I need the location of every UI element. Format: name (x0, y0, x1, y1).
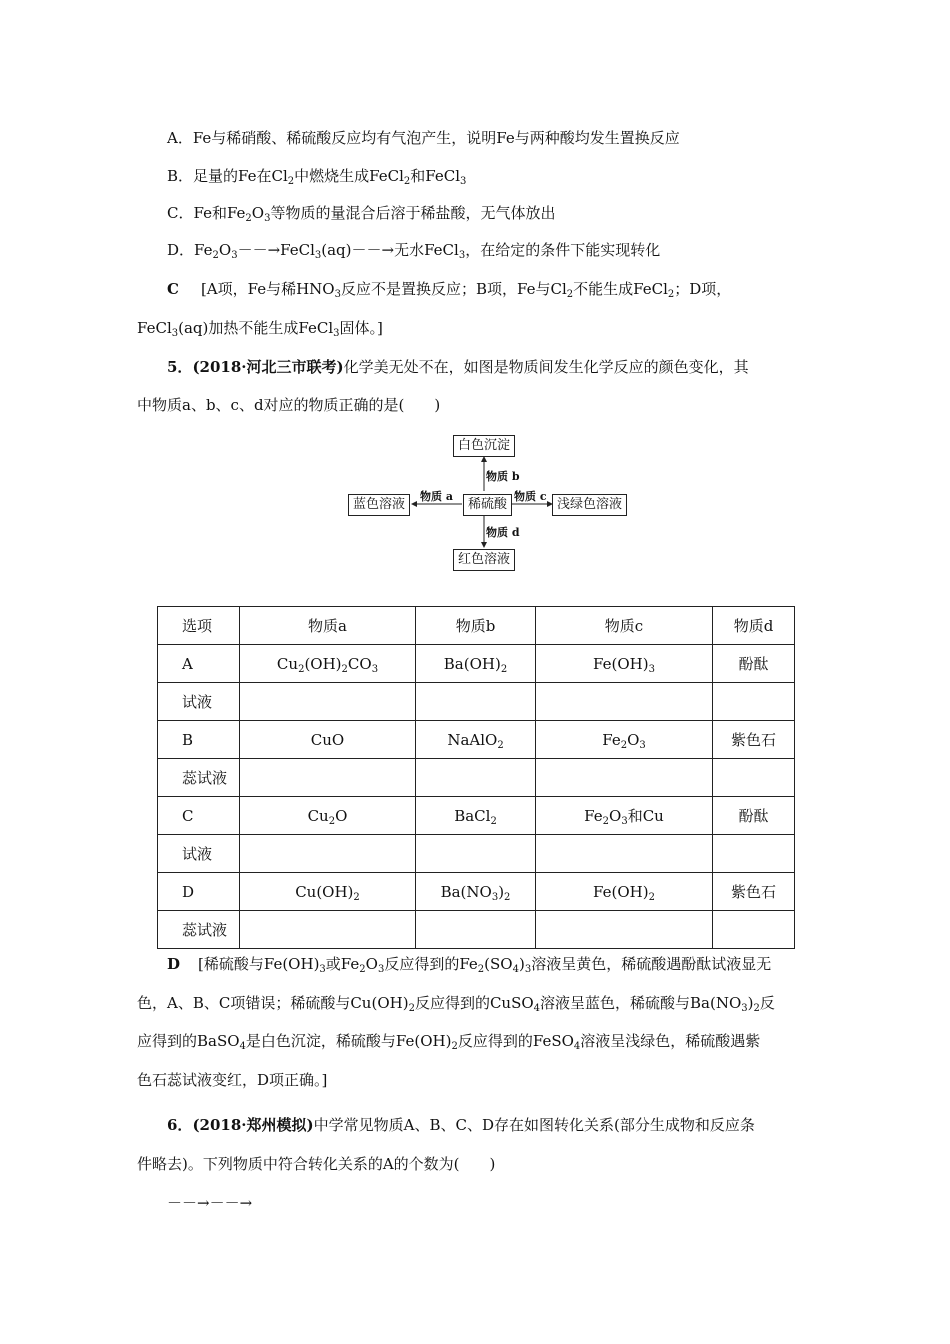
substance-d-continuation-cell: 试液 (158, 683, 240, 721)
q6-stem-line2: 件略去)。下列物质中符合转化关系的A的个数为( ) (137, 1155, 496, 1173)
table-row-continuation (158, 835, 795, 873)
option-letter-cell: B (158, 721, 240, 759)
empty-cell (536, 683, 713, 721)
substance-b-cell: $Ba(OH)_2$ (416, 645, 536, 683)
substance-b-cell: NaAlO$_2$ (416, 721, 536, 759)
q5-answer-line4: 色石蕊试液变红，D项正确。] (137, 1071, 328, 1089)
diagram-label-b: 物质 b (486, 470, 520, 483)
empty-cell (713, 683, 795, 721)
empty-cell (713, 835, 795, 873)
q5-answer-line2: 色，A、B、C项错误；稀硫酸与$Cu(OH)_2$反应得到的CuSO$_4$溶液呈蓝色，稀硫酸与$Ba(NO_3)_2$反 (137, 994, 775, 1014)
table-header: 物质b (416, 607, 536, 645)
q5-answer-letter: D (167, 955, 181, 973)
empty-cell (536, 759, 713, 797)
q4-option-b: B．足量的Fe在$Cl_2$中燃烧生成FeCl$_2$和FeCl$_3$ (167, 167, 467, 187)
substance-c-cell: $Fe_2O_3$和Cu (536, 797, 713, 835)
table-row-continuation (158, 911, 795, 949)
empty-cell (240, 759, 416, 797)
table-row-continuation (158, 759, 795, 797)
empty-cell (240, 911, 416, 949)
q4-answer-line1 (167, 279, 731, 299)
empty-cell (713, 759, 795, 797)
empty-cell (416, 683, 536, 721)
q5-number: 5． (167, 358, 193, 376)
q5-answer-text: [稀硫酸与$Fe(OH)_3$或$Fe_2O_3$反应得到的$Fe_2(SO_4)_3$溶液呈黄色，稀硫酸遇酚酞试液显无 (198, 955, 772, 975)
q6-arrows: －－→－－→ (167, 1194, 253, 1212)
diagram-label-c: 物质 c (514, 490, 547, 503)
table-header: 选项 (158, 607, 240, 645)
q4-option-c: C．Fe和$Fe_2O_3$等物质的量混合后溶于稀盐酸，无气体放出 (167, 204, 556, 224)
q5-stem-line1 (167, 357, 749, 377)
q6-source: (2018·郑州模拟) (192, 1116, 314, 1134)
substance-b-cell: BaCl$_2$ (416, 797, 536, 835)
substance-b-cell: $Ba(NO_3)_2$ (416, 873, 536, 911)
q4-answer-text: [A项，Fe与稀$HNO_3$反应不是置换反应；B项，Fe与$Cl_2$不能生成FeCl$_2$；D项， (200, 280, 732, 300)
empty-cell (416, 911, 536, 949)
table-row (158, 645, 795, 683)
options-table (157, 606, 795, 949)
substance-c-cell: $Fe(OH)_3$ (536, 645, 713, 683)
q6-stem-line1 (167, 1115, 755, 1135)
empty-cell (240, 683, 416, 721)
substance-a-cell: CuO (240, 721, 416, 759)
substance-d-continuation-cell: 蕊试液 (158, 759, 240, 797)
q4-option-a: A．Fe与稀硝酸、稀硫酸反应均有气泡产生，说明Fe与两种酸均发生置换反应 (167, 129, 680, 147)
diagram-top-box: 白色沉淀 (453, 435, 515, 457)
substance-a-cell: $Cu_2O$ (240, 797, 416, 835)
diagram-right-box: 浅绿色溶液 (552, 494, 627, 516)
substance-c-cell: $Fe(OH)_2$ (536, 873, 713, 911)
q5-stem-line2: 中物质a、b、c、d对应的物质正确的是( ) (137, 396, 441, 414)
substance-d-cell: 紫色石 (713, 721, 795, 759)
option-letter-cell: C (158, 797, 240, 835)
q4-answer-line2: FeCl$_3$(aq)加热不能生成FeCl$_3$固体。] (137, 319, 383, 339)
diagram-label-a: 物质 a (420, 490, 453, 503)
q5-answer-line3: 应得到的BaSO$_4$是白色沉淀，稀硫酸与$Fe(OH)_2$反应得到的FeSO$_4$溶液呈浅绿色，稀硫酸遇紫 (137, 1032, 761, 1052)
substance-d-cell: 紫色石 (713, 873, 795, 911)
table-header: 物质d (713, 607, 795, 645)
empty-cell (416, 759, 536, 797)
reaction-diagram (340, 433, 640, 573)
substance-c-cell: $Fe_2O_3$ (536, 721, 713, 759)
empty-cell (416, 835, 536, 873)
q4-answer-letter: C (167, 280, 179, 298)
table-header: 物质c (536, 607, 713, 645)
diagram-label-d: 物质 d (486, 526, 520, 539)
table-header-row (158, 607, 795, 645)
table-header: 物质a (240, 607, 416, 645)
diagram-left-box: 蓝色溶液 (348, 494, 410, 516)
q4-option-d: D．$Fe_2O_3--\to FeCl_3(aq)--\to$无水FeCl$_3$，在给定的条件下能实现转化 (167, 241, 661, 261)
q6-number: 6． (167, 1116, 193, 1134)
option-letter-cell: A (158, 645, 240, 683)
diagram-bottom-box: 红色溶液 (453, 549, 515, 571)
empty-cell (713, 911, 795, 949)
substance-a-cell: $Cu_2(OH)_2CO_3$ (240, 645, 416, 683)
table-row (158, 873, 795, 911)
empty-cell (536, 911, 713, 949)
substance-d-cell: 酚酞 (713, 797, 795, 835)
diagram-center-box: 稀硫酸 (463, 494, 512, 516)
empty-cell (240, 835, 416, 873)
option-letter-cell: D (158, 873, 240, 911)
table-row (158, 721, 795, 759)
empty-cell (536, 835, 713, 873)
substance-a-cell: $Cu(OH)_2$ (240, 873, 416, 911)
table-row (158, 797, 795, 835)
q5-source: (2018·河北三市联考) (192, 358, 344, 376)
table-row-continuation (158, 683, 795, 721)
q6-stem-text: 中学常见物质A、B、C、D存在如图转化关系(部分生成物和反应条 (313, 1116, 755, 1134)
substance-d-cell: 酚酞 (713, 645, 795, 683)
substance-d-continuation-cell: 蕊试液 (158, 911, 240, 949)
q5-answer-line1 (167, 954, 771, 974)
substance-d-continuation-cell: 试液 (158, 835, 240, 873)
q5-stem-text: 化学美无处不在，如图是物质间发生化学反应的颜色变化，其 (343, 358, 749, 376)
